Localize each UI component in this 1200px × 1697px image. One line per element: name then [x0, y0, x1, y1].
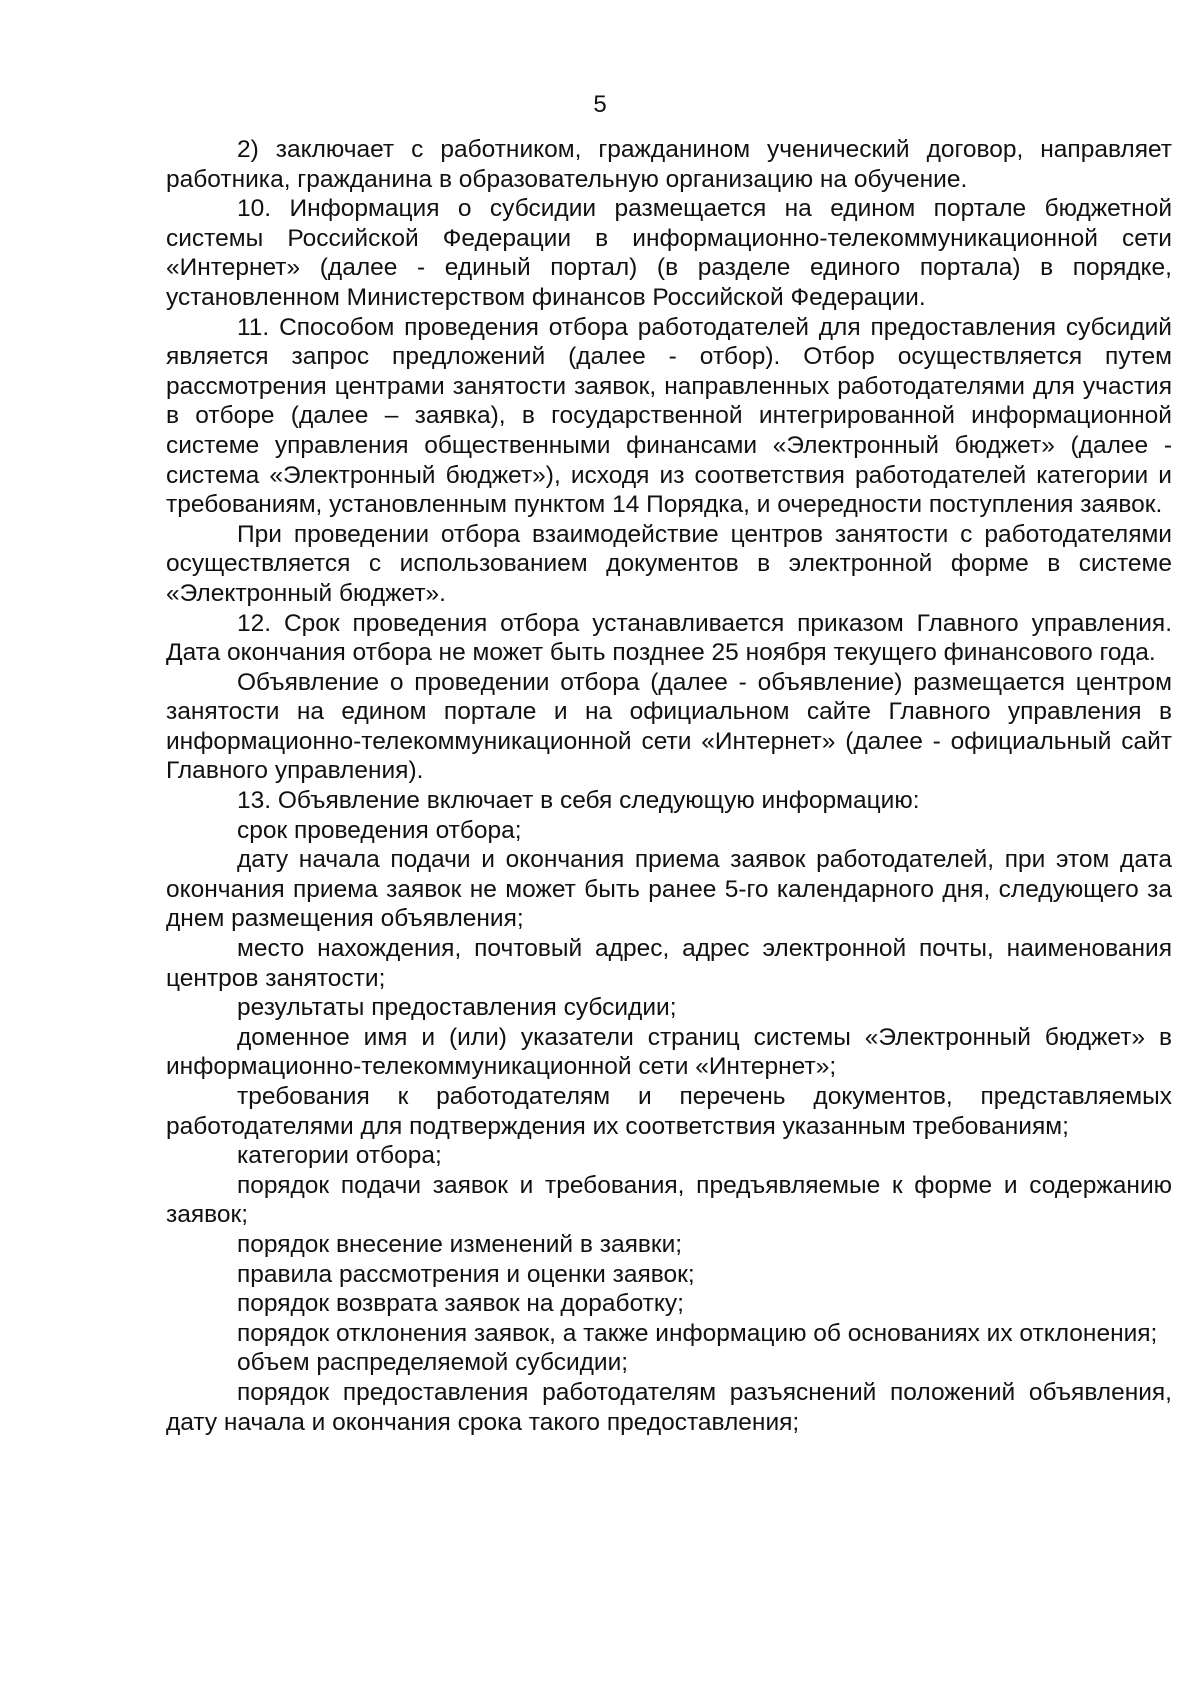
list-item: порядок отклонения заявок, а также информацию об основаниях их отклонения;	[237, 1319, 1158, 1347]
list-item: срок проведения отбора;	[237, 816, 522, 844]
paragraph-11-interaction: При проведении отбора взаимодействие центров занятости с работодателями осуществляется с использованием документов в электронной форме в системе «Электронный бюджет».	[166, 520, 1172, 607]
list-item: доменное имя и (или) указатели страниц системы «Электронный бюджет» в информационно-телекоммуникационной сети «Интернет»;	[166, 1023, 1172, 1081]
paragraph-12: 12. Срок проведения отбора устанавливается приказом Главного управления. Дата окончания отбора не может быть позднее 25 ноября текущего финансового года.	[166, 609, 1172, 667]
list-item: результаты предоставления субсидии;	[237, 994, 677, 1022]
list-item: порядок предоставления работодателям разъяснений положений объявления, дату начала и окончания срока такого предоставления;	[166, 1378, 1172, 1436]
list-item: порядок внесение изменений в заявки;	[237, 1230, 683, 1258]
list-item: порядок возврата заявок на доработку;	[237, 1290, 684, 1318]
paragraph-12-announcement: Объявление о проведении отбора (далее - объявление) размещается центром занятости на едином портале и на официальном сайте Главного управления в информационно-телекоммуникационной сети «Интернет» (далее - официальный сайт Главного управления).	[166, 668, 1172, 785]
paragraph-10: 10. Информация о субсидии размещается на едином портале бюджетной системы Российской Федерации в информационно-телекоммуникационной сети «Интернет» (далее - единый портал) (в разделе единого портала) в порядке, установленном Министерством финансов Российской Федерации.	[166, 195, 1172, 311]
list-item: требования к работодателям и перечень документов, представляемых работодателями для подтверждения их соответствия указанным требованиям;	[166, 1083, 1172, 1140]
list-item: объем распределяемой субсидии;	[237, 1349, 629, 1377]
list-item: порядок подачи заявок и требования, предъявляемые к форме и содержанию заявок;	[166, 1171, 1172, 1229]
paragraph-13: 13. Объявление включает в себя следующую информацию:	[237, 787, 920, 815]
paragraph-item-2: 2) заключает с работником, гражданином ученический договор, направляет работника, гражданина в образовательную организацию на обучение.	[166, 136, 1172, 193]
list-item: правила рассмотрения и оценки заявок;	[237, 1260, 695, 1288]
list-item: категории отбора;	[237, 1142, 442, 1170]
list-item: место нахождения, почтовый адрес, адрес электронной почты, наименования центров занятости;	[166, 935, 1172, 992]
list-item: дату начала подачи и окончания приема заявок работодателей, при этом дата окончания приема заявок не может быть ранее 5-го календарного дня, следующего за днем размещения объявления;	[166, 846, 1172, 933]
document-body	[166, 135, 1172, 1437]
page-number: 5	[593, 91, 607, 118]
paragraph-11: 11. Способом проведения отбора работодателей для предоставления субсидий является запрос предложений (далее - отбор). Отбор осуществляется путем рассмотрения центрами занятости заявок, направленных работодателями для участия в отборе (далее – заявка), в государственной интегрированной информационной системе управления общественными финансами «Электронный бюджет» (далее - система «Электронный бюджет»), исходя из соответствия работодателей категории и требованиям, установленным пунктом 14 Порядка, и очередности поступления заявок.	[166, 313, 1172, 519]
